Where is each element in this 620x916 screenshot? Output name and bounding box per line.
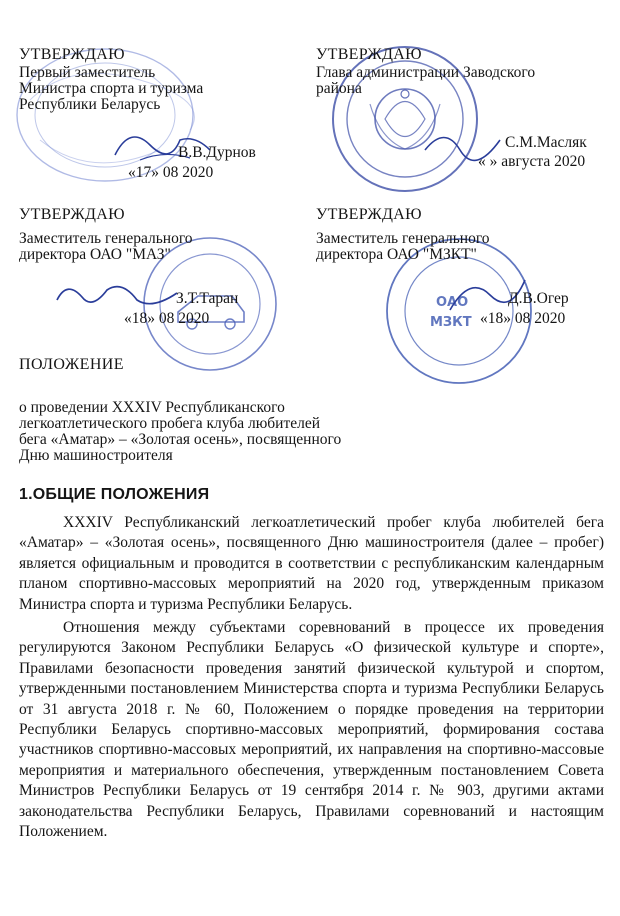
approval-signer-durnov: В.В.Дурнов bbox=[178, 144, 256, 161]
approval-position-line: директора ОАО "МЗКТ" bbox=[316, 246, 477, 263]
document-title: ПОЛОЖЕНИЕ bbox=[19, 356, 124, 373]
approval-signer-maslyak: С.М.Масляк bbox=[505, 134, 587, 151]
subject-line: Дню машиностроителя bbox=[19, 447, 173, 464]
approval-position-line: Заместитель генерального bbox=[19, 230, 193, 247]
approval-position-line: директора ОАО "МАЗ" bbox=[19, 246, 171, 263]
svg-text:ОАО: ОАО bbox=[436, 295, 469, 310]
svg-text:МЗКТ: МЗКТ bbox=[430, 315, 472, 330]
approval-block-maz bbox=[19, 207, 193, 263]
approval-signer-oger: Д.В.Огер bbox=[508, 290, 569, 307]
body-paragraph: Отношения между субъектами соревнований в процессе их проведения регулируются Законом Республики Беларусь «О физической культуре и спорте», Правилами безопасности проведения занятий физической культурой и спортом, утвержденными постановлением Министерства спорта и туризма Республики Беларусь от 31 августа 2018 г. № 60, Положением о порядке проведения на территории Республики Беларусь спортивно-массовых мероприятий, формирования состава участников спортивно-массовых мероприятий, их направления на спортивно-массовые мероприятия и материального обеспечения, утвержденным постановлением Совета Министров Республики Беларусь от 19 сентября 2014 г. № 903, другими актами законодательства Республики Беларусь, Правилами соревнований и настоящим Положением. bbox=[19, 619, 604, 841]
approval-block-mzkt bbox=[316, 207, 490, 263]
approval-block-ministry bbox=[19, 47, 203, 113]
subject-line: легкоатлетического пробега клуба любителей bbox=[19, 415, 321, 432]
section-heading: 1.ОБЩИЕ ПОЛОЖЕНИЯ bbox=[19, 486, 210, 503]
approval-position-line: Первый заместитель bbox=[19, 64, 156, 81]
approval-heading: УТВЕРЖДАЮ bbox=[19, 206, 125, 223]
approval-heading: УТВЕРЖДАЮ bbox=[19, 46, 125, 63]
approval-heading: УТВЕРЖДАЮ bbox=[316, 46, 422, 63]
approval-position-line: Министра спорта и туризма bbox=[19, 80, 204, 97]
approval-position-line: Заместитель генерального bbox=[316, 230, 490, 247]
subject-line: бега «Аматар» – «Золотая осень», посвященного bbox=[19, 431, 342, 448]
approval-heading: УТВЕРЖДАЮ bbox=[316, 206, 422, 223]
approval-date-maz: «18» 08 2020 bbox=[124, 310, 210, 327]
approval-position-line: района bbox=[316, 80, 362, 97]
approval-position-line: Глава администрации Заводского bbox=[316, 64, 536, 81]
approval-date-ministry: «17» 08 2020 bbox=[128, 164, 214, 181]
body-paragraph: XXXIV Республиканский легкоатлетический пробег клуба любителей бега «Аматар» – «Золотая осень», посвященного Дню машиностроителя (далее – пробег) является официальным и проводится в соответствии с республиканским календарным планом спортивно-массовых мероприятий на 2020 год, утвержденным приказом Министра спорта и туризма Республики Беларусь. bbox=[19, 514, 604, 613]
approval-signer-taran: З.Т.Таран bbox=[176, 290, 239, 307]
document-subject bbox=[19, 400, 419, 464]
approval-block-district bbox=[316, 47, 535, 97]
subject-line: о проведении XXXIV Республиканского bbox=[19, 399, 285, 416]
approval-date-mzkt: «18» 08 2020 bbox=[480, 310, 566, 327]
approval-date-district: « » августа 2020 bbox=[478, 153, 586, 170]
document-body bbox=[19, 513, 604, 843]
approval-position-line: Республики Беларусь bbox=[19, 96, 161, 113]
